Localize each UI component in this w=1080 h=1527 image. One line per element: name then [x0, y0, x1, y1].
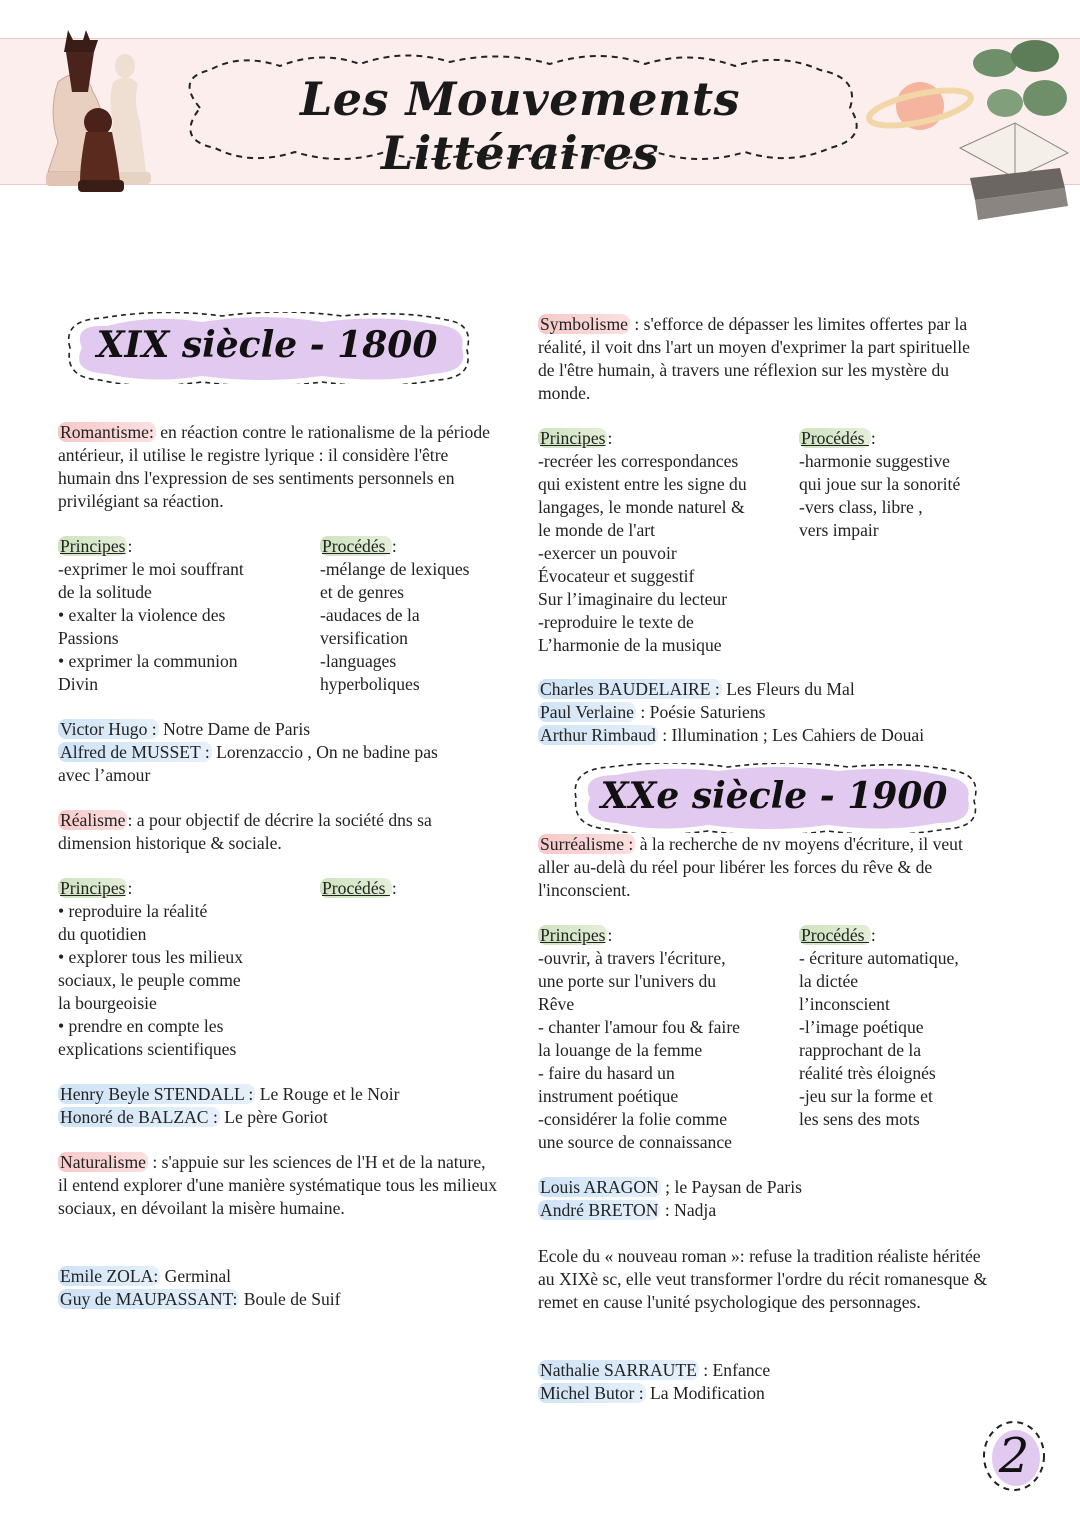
author-line: Alfred de MUSSET : Lorenzaccio , On ne badine pas: [60, 742, 438, 762]
list-item: -jeu sur la forme et: [799, 1086, 933, 1106]
principes-label: Principes: [540, 428, 606, 448]
century-xx-heading: [568, 763, 980, 833]
principes-label: Principes: [60, 536, 126, 556]
list-item: la louange de la femme: [538, 1040, 703, 1060]
surrealisme-principes: Principes : -ouvrir, à travers l'écriture, une porte sur l'univers du Rêve - chanter l'amour fou & faire la louange de la femme - faire du hasard un instrument poétique -considérer la folie comme une source de connaissance: [538, 924, 788, 1154]
naturalisme-authors: [58, 1265, 498, 1311]
surrealisme-label: Surréalisme :: [540, 834, 634, 854]
procedes-label: Procédés: [801, 428, 869, 448]
author-line: Nathalie SARRAUTE : Enfance: [540, 1360, 771, 1380]
list-item: et de genres: [320, 582, 405, 602]
realisme-procedes: Procédés :: [322, 878, 397, 898]
author-line: Michel Butor : La Modification: [540, 1383, 765, 1403]
list-item: • explorer tous les milieux: [58, 947, 243, 967]
list-item: -reproduire le texte de: [538, 612, 694, 632]
list-item: • exprimer la communion: [58, 651, 238, 671]
list-item: Rêve: [538, 994, 575, 1014]
list-item: - chanter l'amour fou & faire: [538, 1017, 740, 1037]
list-item: les sens des mots: [799, 1109, 920, 1129]
realisme-definition: Réalisme : a pour objectif de décrire la société dns sa dimension historique & sociale.: [58, 810, 432, 853]
list-item: -exercer un pouvoir: [538, 543, 677, 563]
romantisme-authors: [58, 718, 498, 787]
list-item: réalité très éloignés: [799, 1063, 936, 1083]
author-line: Henry Beyle STENDALL : Le Rouge et le Noir: [60, 1084, 400, 1104]
principes-label: Principes: [540, 925, 606, 945]
list-item: une source de connaissance: [538, 1132, 732, 1152]
nouveau-roman-authors: [538, 1359, 988, 1405]
list-item: -recréer les correspondances: [538, 451, 739, 471]
list-item: de la solitude: [58, 582, 152, 602]
list-item: hyperboliques: [320, 674, 420, 694]
surrealisme-authors: [538, 1176, 988, 1222]
author-line: Victor Hugo : Notre Dame de Paris: [60, 719, 311, 739]
list-item: la dictée: [799, 971, 859, 991]
list-item: -languages: [320, 651, 397, 671]
author-line: Guy de MAUPASSANT: Boule de Suif: [60, 1289, 341, 1309]
author-line: Charles BAUDELAIRE : Les Fleurs du Mal: [540, 679, 855, 699]
list-item: • exalter la violence des: [58, 605, 226, 625]
naturalisme-label: Naturalisme: [60, 1152, 146, 1172]
list-item: le monde de l'art: [538, 520, 655, 540]
symbolisme-procedes: Procédés : -harmonie suggestive qui joue sur la sonorité -vers class, libre , vers impair: [799, 427, 999, 542]
realisme-principes: Principes : • reproduire la réalité du quotidien • explorer tous les milieux sociaux, le peuple comme la bourgeoisie • prendre en compte les explications scientifiques: [58, 877, 308, 1061]
century-xix-title: XIX siècle - 1800: [96, 324, 438, 366]
procedes-label: Procédés: [322, 536, 390, 556]
romantisme-procedes: Procédés : -mélange de lexiques et de genres -audaces de la versification -languages hyperboliques: [320, 535, 500, 696]
list-item: rapprochant de la: [799, 1040, 922, 1060]
list-item: sociaux, le peuple comme: [58, 970, 241, 990]
list-item: qui joue sur la sonorité: [799, 474, 961, 494]
romantisme-principes: Principes : -exprimer le moi souffrant de la solitude • exalter la violence des Passions • exprimer la communion Divin: [58, 535, 308, 696]
list-item: - écriture automatique,: [799, 948, 959, 968]
list-item: L’harmonie de la musique: [538, 635, 722, 655]
list-item: Évocateur et suggestif: [538, 566, 695, 586]
page-number: 2: [998, 1428, 1030, 1484]
author-line: Arthur Rimbaud : Illumination ; Les Cahiers de Douai: [540, 725, 925, 745]
surrealisme-section: [538, 833, 988, 902]
author-line: Louis ARAGON ; le Paysan de Paris: [540, 1177, 802, 1197]
list-item: du quotidien: [58, 924, 147, 944]
list-item: explications scientifiques: [58, 1039, 237, 1059]
symbolisme-label: Symbolisme: [540, 314, 628, 334]
symbolisme-section: [538, 313, 988, 405]
realisme-authors: [58, 1083, 498, 1129]
page-number-badge: [978, 1418, 1050, 1496]
author-line: Paul Verlaine : Poésie Saturiens: [540, 702, 766, 722]
naturalisme-section: [58, 1151, 498, 1220]
list-item: Sur l’imaginaire du lecteur: [538, 589, 728, 609]
author-line-continuation: avec l’amour: [58, 765, 151, 785]
chess-pieces-icon: [28, 22, 158, 197]
romantisme-definition: Romantisme: en réaction contre le rationalisme de la période antérieur, il utilise le registre lyrique : il considère l'être humain dns l'expression de ses sentiments personnels en privilégiant sa réaction.: [58, 422, 490, 511]
romantisme-section: [58, 421, 498, 513]
symbolisme-principes: Principes : -recréer les correspondances qui existent entre les signe du langages, le monde naturel & le monde de l'art -exercer un pouvoir Évocateur et suggestif Sur l’imaginaire du lecteur -reproduire le texte de L’harmonie de la musique: [538, 427, 788, 657]
list-item: instrument poétique: [538, 1086, 679, 1106]
author-line: Honoré de BALZAC : Le père Goriot: [60, 1107, 328, 1127]
list-item: la bourgeoisie: [58, 993, 157, 1013]
list-item: langages, le monde naturel &: [538, 497, 745, 517]
author-line: Emile ZOLA: Germinal: [60, 1266, 232, 1286]
realisme-label: Réalisme: [60, 810, 126, 830]
author-line: André BRETON : Nadja: [540, 1200, 717, 1220]
list-item: -exprimer le moi souffrant: [58, 559, 244, 579]
list-item: l’inconscient: [799, 994, 890, 1014]
list-item: • prendre en compte les: [58, 1016, 224, 1036]
procedes-label: Procédés: [322, 878, 390, 898]
nouveau-roman-definition: Ecole du « nouveau roman »: refuse la tradition réaliste héritée au XIXè sc, elle veut transformer l'ordre du récit romanesque & remet en cause l'unité psychologique des personnages.: [538, 1246, 988, 1312]
list-item: une porte sur l'univers du: [538, 971, 717, 991]
naturalisme-definition: Naturalisme : s'appuie sur les sciences de l'H et de la nature, il entend explorer d'une manière systématique tous les milieux sociaux, en dévoilant la misère humaine.: [58, 1152, 497, 1218]
list-item: - faire du hasard un: [538, 1063, 675, 1083]
century-xx-title: XXe siècle - 1900: [600, 775, 948, 817]
century-xix-heading: [62, 312, 472, 384]
surrealisme-definition: Surréalisme : à la recherche de nv moyens d'écriture, il veut aller au-delà du réel pour libérer les forces du rêve & de l'inconscient.: [538, 834, 963, 900]
list-item: -vers class, libre ,: [799, 497, 923, 517]
list-item: vers impair: [799, 520, 879, 540]
books-plant-icon: [950, 28, 1075, 228]
list-item: Passions: [58, 628, 119, 648]
surrealisme-procedes: Procédés : - écriture automatique, la dictée l’inconscient -l’image poétique rapprochant de la réalité très éloignés -jeu sur la forme et les sens des mots: [799, 924, 999, 1131]
list-item: -ouvrir, à travers l'écriture,: [538, 948, 726, 968]
list-item: -considérer la folie comme: [538, 1109, 728, 1129]
list-item: -harmonie suggestive: [799, 451, 950, 471]
realisme-section: [58, 809, 498, 855]
list-item: -l’image poétique: [799, 1017, 924, 1037]
principes-label: Principes: [60, 878, 126, 898]
page-title: Les Mouvements Littéraires: [299, 72, 741, 180]
list-item: qui existent entre les signe du: [538, 474, 747, 494]
procedes-label: Procédés: [801, 925, 869, 945]
list-item: versification: [320, 628, 408, 648]
symbolisme-authors: [538, 678, 988, 747]
list-item: • reproduire la réalité: [58, 901, 208, 921]
list-item: -mélange de lexiques: [320, 559, 470, 579]
romantisme-label: Romantisme:: [60, 422, 154, 442]
nouveau-roman-section: [538, 1245, 988, 1314]
list-item: Divin: [58, 674, 99, 694]
symbolisme-definition: Symbolisme : s'efforce de dépasser les limites offertes par la réalité, il voit dns l'art un moyen d'exprimer la part spirituelle de l'être humain, à travers une réflexion sur les mystère du monde.: [538, 314, 970, 403]
list-item: -audaces de la: [320, 605, 420, 625]
